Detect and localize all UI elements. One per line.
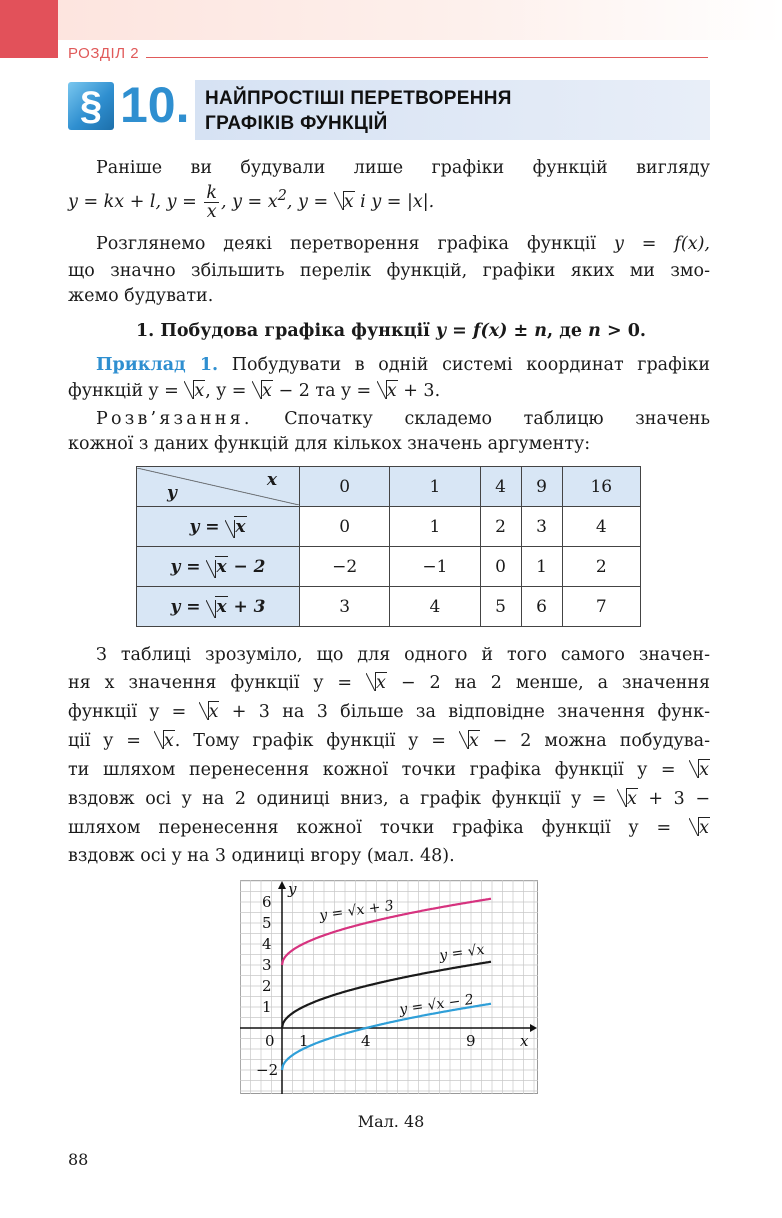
- table-header-cell: 0: [300, 467, 390, 507]
- explanation-line-4: [68, 728, 710, 755]
- text-fragment: + 3 на 3 більше за відповідне значення функ-: [219, 702, 710, 722]
- values-table: [136, 466, 641, 627]
- text-fragment: функцій y =: [68, 381, 185, 401]
- subsection-heading: [0, 318, 782, 345]
- text-fragment: + 3: [227, 596, 266, 617]
- fraction-k-over-x: [204, 184, 219, 221]
- explanation-line-2: [68, 670, 710, 697]
- explanation-line-5: [68, 757, 710, 784]
- text-fragment: y =: [170, 556, 207, 577]
- paragraph-heading-number: [68, 78, 194, 134]
- sqrt-arg: x: [468, 731, 479, 751]
- origin-label: 0: [265, 1032, 275, 1050]
- row-label-sqrt-x: [137, 507, 300, 547]
- text-fragment: > 0.: [600, 321, 646, 341]
- text-fragment: , y = x: [220, 191, 278, 212]
- text-fragment: Розглянемо деякі перетворення графіка функції: [96, 234, 614, 254]
- p2-line-3: жемо будувати.: [68, 286, 214, 306]
- table-cell: 1: [521, 547, 562, 587]
- intro-line-2: [68, 182, 710, 221]
- text-fragment: + 3.: [397, 381, 441, 401]
- text-fragment: функції y =: [68, 702, 199, 722]
- table-cell: 5: [480, 587, 521, 627]
- text-fragment: і y = |x|.: [354, 191, 435, 212]
- table-header-cell: 4: [480, 467, 521, 507]
- table-cell: −1: [390, 547, 480, 587]
- y-tick-label: −2: [256, 1061, 279, 1079]
- sqrt-symbol: [154, 728, 175, 755]
- sqrt-arg: x: [699, 760, 709, 780]
- y-tick-label: 2: [262, 977, 272, 995]
- paragraph-title-box: [195, 80, 710, 140]
- text-fragment: y = kx + l, y =: [68, 191, 203, 212]
- solution-label: Розв’язання.: [96, 409, 253, 429]
- table-cell: −2: [300, 547, 390, 587]
- formula-fx: y = f(x),: [613, 234, 710, 254]
- row-label-sqrt-x-minus-2: [137, 547, 300, 587]
- x-tick-label: 1: [299, 1032, 309, 1050]
- table-cell: 0: [300, 507, 390, 547]
- text-fragment: , y =: [286, 191, 334, 212]
- curve-label-sqrt-x: y = √x: [438, 941, 486, 964]
- sqrt-arg: x: [626, 789, 637, 809]
- title-line-1: НАЙПРОСТІШІ ПЕРЕТВОРЕННЯ: [205, 88, 512, 109]
- text-fragment: − 2 та y =: [272, 381, 377, 401]
- table-cell: 2: [480, 507, 521, 547]
- table-cell: 2: [562, 547, 640, 587]
- sqrt-arg: x: [376, 673, 386, 693]
- superscript: 2: [277, 187, 287, 204]
- table-row: [137, 587, 641, 627]
- figure-caption: Мал. 48: [357, 1112, 425, 1131]
- table-cell: 3: [300, 587, 390, 627]
- sqrt-symbol: [206, 597, 227, 617]
- y-tick-label: 4: [262, 935, 272, 953]
- paragraph-sign-badge: §: [68, 82, 114, 130]
- text-fragment: ня x значення функції y =: [68, 673, 367, 693]
- explanation-line-6: [68, 786, 710, 813]
- p2-line-1: [68, 231, 710, 258]
- function-graphs-chart: [240, 880, 538, 1094]
- x-tick-label: 9: [466, 1032, 476, 1050]
- example-line-2: [68, 378, 710, 405]
- table-header-cell: 1: [390, 467, 480, 507]
- paragraph-title: [205, 86, 512, 136]
- curve-label-sqrt-x-minus-2: y = √x − 2: [398, 991, 475, 1018]
- sqrt-symbol: [184, 378, 205, 405]
- corner-y-label: y: [167, 483, 177, 503]
- sqrt-symbol: [366, 670, 387, 697]
- sqrt-symbol: [206, 557, 227, 577]
- sqrt-symbol: [459, 728, 480, 755]
- text-fragment: + 3 −: [637, 789, 710, 809]
- text-fragment: y =: [170, 596, 207, 617]
- y-tick-label: 5: [262, 914, 272, 932]
- table-cell: 1: [390, 507, 480, 547]
- text-fragment: ції y =: [68, 731, 154, 751]
- sqrt-arg: x: [194, 381, 205, 401]
- sqrt-symbol: [334, 189, 355, 216]
- title-line-2: ГРАФІКІВ ФУНКЦІЙ: [205, 113, 388, 134]
- sqrt-arg: x: [208, 702, 219, 722]
- corner-x-label: x: [266, 470, 277, 490]
- variable-n: n: [588, 321, 601, 341]
- table-cell: 4: [562, 507, 640, 547]
- explanation-line-3: [68, 699, 710, 726]
- y-tick-label: 3: [262, 956, 272, 974]
- chapter-tab: [0, 0, 58, 58]
- explanation-line-1: З таблиці зрозуміло, що для одного й того самого значен-: [96, 645, 710, 665]
- formula: y = f(x) ± n: [435, 321, 548, 341]
- sqrt-arg: x: [235, 516, 246, 537]
- sqrt-arg: x: [262, 381, 272, 401]
- text-fragment: , y =: [205, 381, 253, 401]
- sqrt-arg: x: [699, 818, 709, 838]
- fraction-numerator: k: [206, 182, 217, 203]
- table-cell: 6: [521, 587, 562, 627]
- table-cell: 0: [480, 547, 521, 587]
- text-fragment: вздовж осі y на 2 одиниці вниз, а графік функції y =: [68, 789, 617, 809]
- explanation-line-7: [68, 815, 710, 842]
- text-fragment: 1. Побудова графіка функції: [136, 321, 436, 341]
- sqrt-symbol: [689, 815, 710, 842]
- text-fragment: y =: [189, 516, 226, 537]
- text-fragment: Побудувати в одній системі координат графіки: [218, 355, 710, 375]
- section-rule: [146, 57, 708, 58]
- sqrt-arg: x: [163, 731, 174, 751]
- text-fragment: − 2 на 2 менше, а значення: [386, 673, 710, 693]
- y-tick-label: 6: [262, 893, 272, 911]
- text-fragment: , де: [547, 321, 589, 341]
- page-number: 88: [68, 1150, 89, 1169]
- text-fragment: ти шляхом перенесення кожної точки графіка функції y =: [68, 760, 690, 780]
- row-label-sqrt-x-plus-3: [137, 587, 300, 627]
- x-tick-label: 4: [361, 1032, 371, 1050]
- table-corner-cell: [137, 467, 300, 507]
- table-header-cell: 9: [521, 467, 562, 507]
- sqrt-arg: x: [386, 381, 397, 401]
- sqrt-arg: x: [216, 596, 227, 617]
- y-tick-label: 1: [262, 998, 272, 1016]
- sqrt-symbol: [689, 757, 710, 784]
- text-fragment: − 2: [227, 556, 266, 577]
- example-label: Приклад 1.: [96, 355, 219, 375]
- sqrt-symbol: [199, 699, 220, 726]
- curve-label-sqrt-x-plus-3: y = √x + 3: [318, 897, 395, 924]
- top-band: [0, 0, 782, 40]
- table-header-cell: 16: [562, 467, 640, 507]
- text-fragment: . Тому графік функції y =: [174, 731, 459, 751]
- sqrt-symbol: [225, 517, 246, 537]
- text-fragment: − 2 можна побудува-: [479, 731, 711, 751]
- text-fragment: Спочатку складемо таблицю значень: [252, 409, 710, 429]
- sqrt-arg: x: [343, 191, 354, 212]
- paragraph-number: 10.: [120, 77, 190, 133]
- table-cell: 4: [390, 587, 480, 627]
- table-header-row: [137, 467, 641, 507]
- intro-line-1: Раніше ви будували лише графіки функцій вигляду: [96, 158, 710, 178]
- p2-line-2: що значно збільшить перелік функцій, графіки яких ми змо-: [68, 261, 710, 281]
- table-cell: 3: [521, 507, 562, 547]
- sqrt-arg: x: [216, 556, 227, 577]
- explanation-line-8: вздовж осі y на 3 одиниці вгору (мал. 48).: [68, 846, 455, 866]
- sqrt-symbol: [617, 786, 638, 813]
- fraction-denominator: x: [206, 201, 217, 222]
- table-row: [137, 507, 641, 547]
- sqrt-symbol: [252, 378, 273, 405]
- x-axis-label: x: [520, 1032, 529, 1050]
- diagonal-header: [137, 468, 299, 505]
- example-line-1: [68, 352, 710, 379]
- table-row: [137, 547, 641, 587]
- section-label: РОЗДІЛ 2: [68, 45, 140, 62]
- solution-line-2: кожної з даних функцій для кількох значень аргументу:: [68, 434, 591, 454]
- sqrt-symbol: [377, 378, 398, 405]
- table-cell: 7: [562, 587, 640, 627]
- text-fragment: шляхом перенесення кожної точки графіка функції y =: [68, 818, 690, 838]
- solution-line-1: [68, 406, 710, 433]
- y-axis-label: y: [288, 880, 297, 898]
